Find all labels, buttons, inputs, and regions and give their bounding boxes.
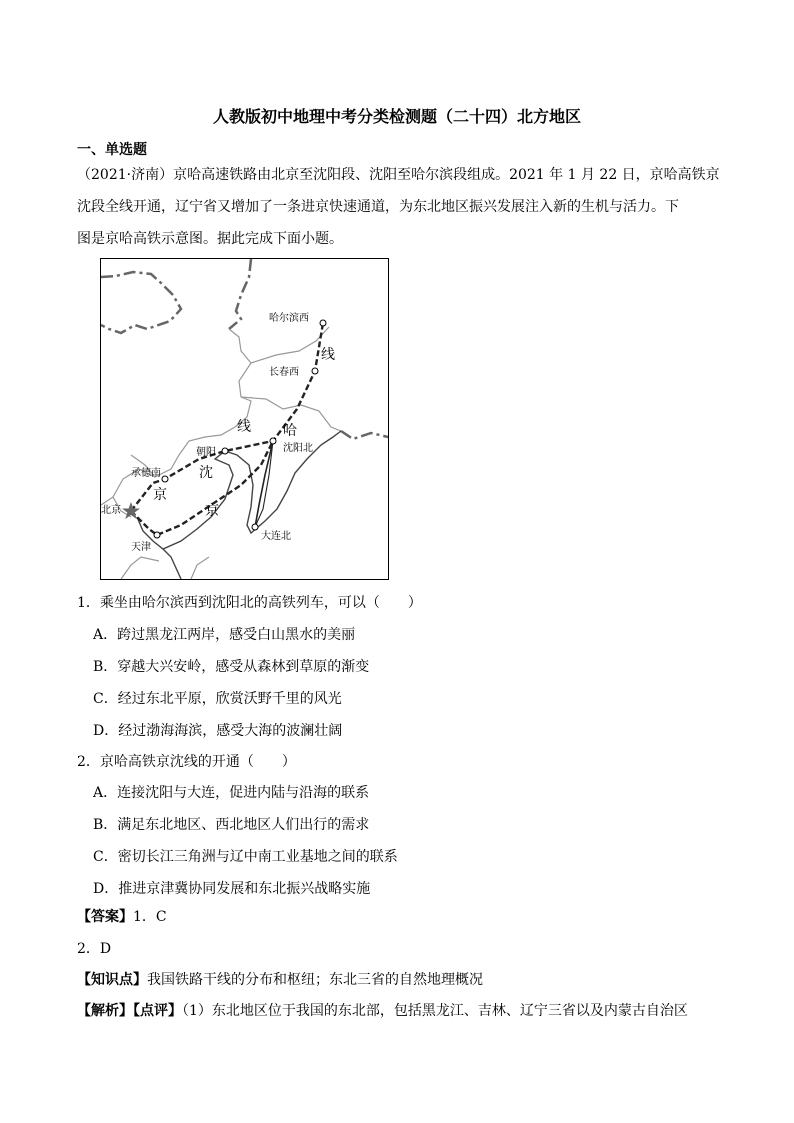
border-line — [341, 431, 388, 439]
station-label-chengde: 承德南 — [131, 468, 161, 479]
province-boundary — [101, 497, 113, 505]
station-marker-chengde — [162, 476, 168, 482]
station-marker-chaoyang — [222, 448, 228, 454]
jingha-railway-line — [131, 323, 323, 511]
station-label-changchun: 长春西 — [269, 367, 299, 378]
station-marker-dalian — [252, 524, 258, 530]
knowledge-text: 我国铁路干线的分布和枢纽；东北三省的自然地理概况 — [147, 972, 483, 988]
question-2-option-c: C．密切长江三角洲与辽中南工业基地之间的联系 — [93, 849, 398, 865]
station-label-chaoyang: 朝阳 — [196, 447, 216, 458]
shenyang-dalian-railway — [255, 441, 273, 527]
station-label-shenyang: 沈阳北 — [283, 443, 313, 454]
province-boundary — [191, 557, 209, 579]
question-1-option-c: C．经过东北平原，欣赏沃野千里的风光 — [93, 691, 342, 707]
analysis-tag: 【解析】 — [77, 1003, 133, 1019]
question-1-option-d: D．经过渤海海滨，感受大海的波澜壮阔 — [93, 723, 343, 739]
question-1-option-b: B．穿越大兴安岭，感受从森林到草原的渐变 — [93, 659, 370, 675]
province-boundary — [241, 397, 319, 411]
station-label-harbin: 哈尔滨西 — [269, 313, 309, 324]
question-2-option-b: B．满足东北地区、西北地区人们出行的需求 — [93, 817, 370, 833]
question-1-option-a: A．跨过黑龙江两岸，感受白山黑水的美丽 — [93, 627, 356, 643]
knowledge-tag: 【知识点】 — [77, 972, 147, 988]
station-label-beijing: 北京 — [101, 505, 121, 516]
railway-map — [100, 258, 389, 580]
station-label-dalian: 大连北 — [261, 531, 291, 542]
intro-line-3: 图是京哈高铁示意图。据此完成下面小题。 — [77, 231, 343, 247]
province-boundary — [113, 329, 251, 517]
line-char-jing2: 京 — [205, 503, 219, 519]
question-1-stem: 1．乘坐由哈尔滨西到沈阳北的高铁列车，可以（ ） — [77, 595, 422, 611]
railway-map-svg — [101, 259, 388, 579]
province-boundary — [251, 327, 329, 363]
border-line — [101, 272, 181, 333]
line-char-shen: 沈 — [199, 465, 213, 481]
line-char-jing1: 京 — [153, 487, 167, 503]
intro-line-2: 沈段全线开通，辽宁省又增加了一条进京快速通道，为东北地区振兴发展注入新的生机与活力。下 — [77, 199, 679, 215]
line-char-xian1: 线 — [321, 347, 335, 363]
station-marker-changchun — [312, 368, 318, 374]
station-marker-tianjin — [154, 532, 160, 538]
comment-tag: 【点评】 — [133, 1003, 182, 1019]
page-title: 人教版初中地理中考分类检测题（二十四）北方地区 — [212, 107, 581, 126]
answer-line-1 — [77, 906, 167, 926]
line-char-xian2: 线 — [237, 419, 251, 435]
station-marker-harbin — [320, 320, 326, 326]
answer-value-2: 2．D — [77, 941, 112, 957]
station-label-tianjin: 天津 — [131, 542, 151, 553]
province-boundary — [121, 557, 159, 579]
knowledge-line — [77, 969, 483, 989]
answer-value-1: 1．C — [133, 909, 167, 925]
province-boundary — [319, 411, 341, 431]
border-line — [229, 259, 251, 329]
coastline — [163, 549, 181, 579]
line-char-ha: 哈 — [283, 423, 297, 439]
analysis-line — [77, 1000, 688, 1020]
question-2-option-d: D．推进京津冀协同发展和东北振兴战略实施 — [93, 881, 371, 897]
answer-tag: 【答案】 — [77, 909, 133, 925]
station-marker-shenyang — [270, 438, 276, 444]
analysis-text: （1）东北地区位于我国的东北部，包括黑龙江、吉林、辽宁三省以及内蒙古自治区 — [182, 1003, 688, 1019]
section-heading: 一、单选题 — [77, 142, 147, 158]
intro-line-1: （2021·济南）京哈高速铁路由北京至沈阳段、沈阳至哈尔滨段组成。2021 年 1 月 22 日，京哈高铁京 — [77, 167, 720, 183]
question-2-option-a: A．连接沈阳与大连，促进内陆与沿海的联系 — [93, 785, 370, 801]
question-2-stem: 2．京哈高铁京沈线的开通（ ） — [77, 754, 296, 770]
